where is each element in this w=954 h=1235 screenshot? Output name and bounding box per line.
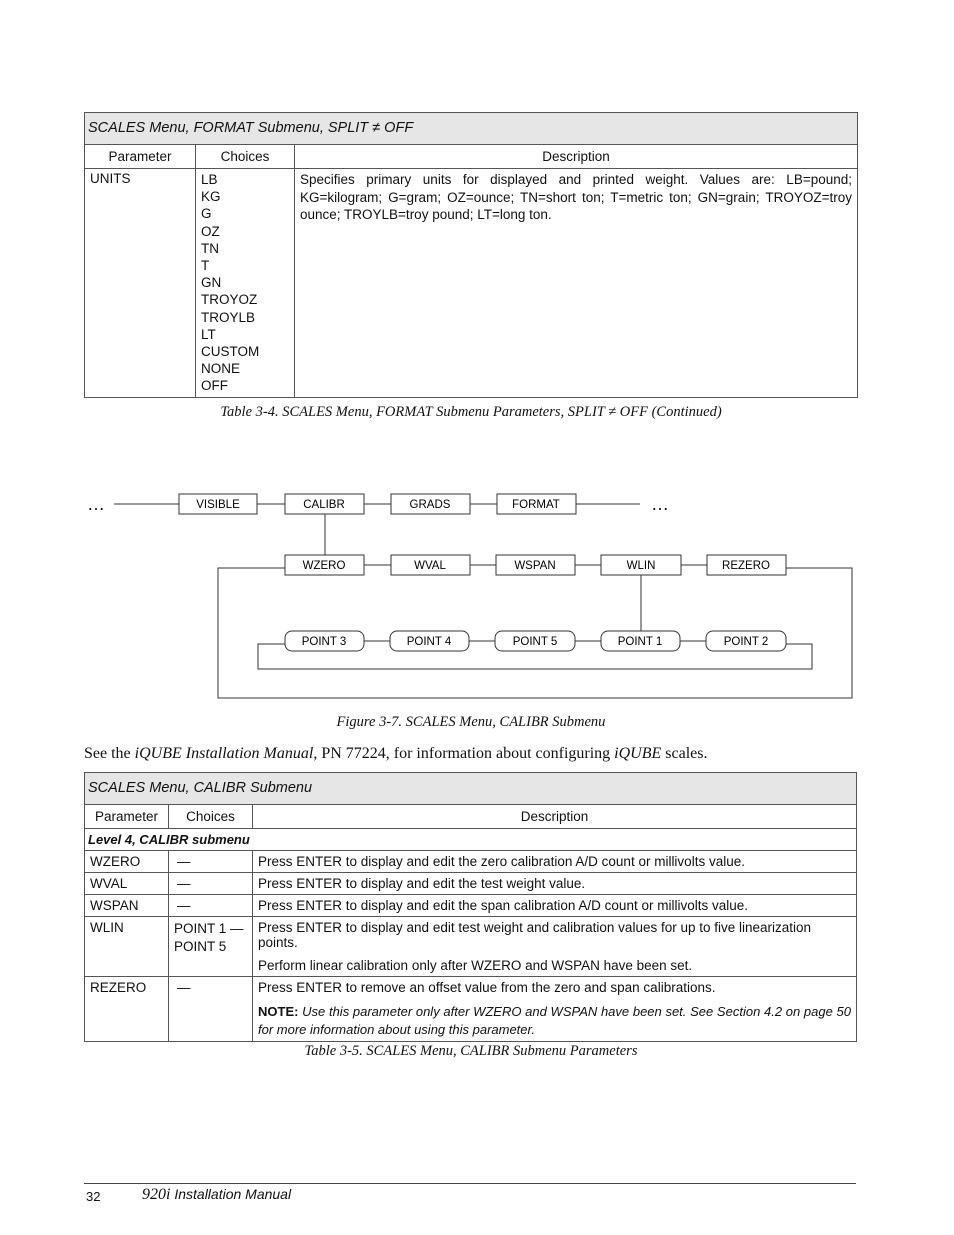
menu-node-wlin (601, 555, 681, 575)
node-label: POINT 5 (512, 636, 558, 648)
node-label: POINT 1 (617, 636, 663, 648)
menu-node-point-2 (706, 631, 786, 651)
menu-node-point-3 (285, 631, 364, 651)
paragraph-text: scales. (661, 745, 708, 762)
header-description: Description (253, 805, 857, 829)
table-title-row (85, 113, 858, 145)
menu-node-point-5 (495, 631, 575, 651)
node-label: WLIN (626, 560, 656, 572)
choice-item: TROYLB (201, 309, 256, 325)
description-text: Perform linear calibration only after WZERO and WSPAN have been set. (258, 958, 693, 973)
level-row (85, 829, 857, 851)
menu-node-wzero (285, 555, 364, 575)
footer-manual-title: Installation Manual (174, 1186, 292, 1202)
choice-item: NONE (201, 361, 241, 377)
table-header-row (85, 145, 858, 169)
footer-title (142, 1186, 291, 1204)
header-parameter: Parameter (85, 145, 196, 169)
level-label: Level 4, CALIBR submenu (85, 829, 857, 851)
node-label: WZERO (302, 560, 346, 572)
description-text: Press ENTER to remove an offset value from the zero and span calibrations. (258, 980, 716, 995)
choices-cell (169, 917, 253, 977)
parameter-cell: WZERO (85, 851, 169, 873)
table-row (85, 851, 857, 873)
node-label: POINT 3 (301, 636, 347, 648)
menu-node-visible (179, 494, 257, 514)
iqube-reference-paragraph (84, 745, 858, 763)
description-cell (253, 977, 857, 1042)
paragraph-text: , PN 77224, for information about configuring (313, 745, 615, 762)
description-cell (253, 917, 857, 977)
note-text: Use this parameter only after WZERO and WSPAN have been set. See Section 4.2 on page 50 for more information about using this parameter. (258, 1004, 851, 1037)
menu-node-point-4 (390, 631, 469, 651)
node-label: REZERO (722, 560, 770, 572)
table-title: SCALES Menu, CALIBR Submenu (85, 773, 857, 805)
manual-title: iQUBE Installation Manual (134, 745, 314, 762)
node-label: WSPAN (514, 560, 556, 572)
ellipsis-right: … (651, 494, 669, 514)
table-row (85, 917, 857, 977)
paragraph-text: See the (84, 745, 135, 762)
menu-node-grads (391, 494, 470, 514)
header-description: Description (295, 145, 858, 169)
header-parameter: Parameter (85, 805, 169, 829)
choice-item: TROYOZ (201, 292, 258, 308)
footer-rule (84, 1183, 856, 1184)
header-choices: Choices (196, 145, 295, 169)
page-number: 32 (86, 1189, 101, 1204)
footer-product: 920i (142, 1186, 171, 1203)
product-name: iQUBE (614, 745, 662, 762)
node-label: WVAL (414, 560, 446, 572)
choice-item: LT (201, 326, 216, 342)
choice-item: CUSTOM (201, 344, 260, 360)
choice-item: OFF (201, 378, 228, 394)
table-row (85, 873, 857, 895)
menu-node-calibr (285, 494, 364, 514)
choices-cell: — (169, 895, 253, 917)
table-title-row (85, 773, 857, 805)
description-cell: Press ENTER to display and edit the span calibration A/D count or millivolts value. (253, 895, 857, 917)
node-label: CALIBR (303, 499, 345, 511)
parameter-cell: WLIN (85, 917, 169, 977)
choices-cell: — (169, 977, 253, 1042)
choice-item: G (201, 206, 212, 222)
table-header-row (85, 805, 857, 829)
parameter-cell: UNITS (85, 169, 196, 398)
menu-node-point-1 (601, 631, 680, 651)
choice-item: LB (201, 172, 218, 187)
table-row (85, 169, 858, 398)
table-caption: Table 3-5. SCALES Menu, CALIBR Submenu Parameters (304, 1043, 638, 1059)
description-text: Press ENTER to display and edit test weight and calibration values for up to five linearization points. (258, 920, 812, 950)
menu-node-rezero (707, 555, 786, 575)
table-title: SCALES Menu, FORMAT Submenu, SPLIT ≠ OFF (85, 113, 858, 145)
choice-item: KG (201, 189, 221, 205)
choice-item: TN (201, 240, 219, 256)
description-cell: Press ENTER to display and edit the test weight value. (253, 873, 857, 895)
figure-caption: Figure 3-7. SCALES Menu, CALIBR Submenu (336, 714, 606, 730)
menu-node-wspan (496, 555, 575, 575)
choice-item: OZ (201, 223, 220, 239)
node-label: VISIBLE (196, 499, 240, 511)
node-label: POINT 4 (406, 636, 452, 648)
choice-item: T (201, 258, 210, 274)
table-row (85, 895, 857, 917)
parameter-cell: WVAL (85, 873, 169, 895)
parameter-cell: WSPAN (85, 895, 169, 917)
choices-text: POINT 1 — POINT 5 (174, 921, 244, 954)
table-row (85, 977, 857, 1042)
units-parameter-table (84, 112, 858, 398)
table-caption: Table 3-4. SCALES Menu, FORMAT Submenu Parameters, SPLIT ≠ OFF (Continued) (220, 404, 722, 420)
header-choices: Choices (169, 805, 253, 829)
node-label: FORMAT (512, 499, 560, 511)
menu-node-wval (391, 555, 470, 575)
note-label: NOTE: (258, 1004, 299, 1019)
ellipsis-left: … (87, 494, 105, 514)
note-block (258, 1003, 851, 1038)
menu-node-format (497, 494, 576, 514)
calibr-parameter-table (84, 772, 857, 1042)
calibr-menu-diagram (0, 480, 954, 705)
parameter-cell: REZERO (85, 977, 169, 1042)
node-label: GRADS (409, 499, 451, 511)
choices-cell (196, 169, 295, 398)
choices-cell: — (169, 873, 253, 895)
choices-cell: — (169, 851, 253, 873)
description-cell: Specifies primary units for displayed and printed weight. Values are: LB=pound; KG=kilogram; G=gram; OZ=ounce; TN=short ton; T=metric ton; GN=grain; TROYOZ=troy ounce; TROYLB=troy pound; LT=long ton. (295, 169, 858, 398)
choice-item: GN (201, 275, 222, 291)
description-cell: Press ENTER to display and edit the zero calibration A/D count or millivolts value. (253, 851, 857, 873)
node-label: POINT 2 (723, 636, 769, 648)
